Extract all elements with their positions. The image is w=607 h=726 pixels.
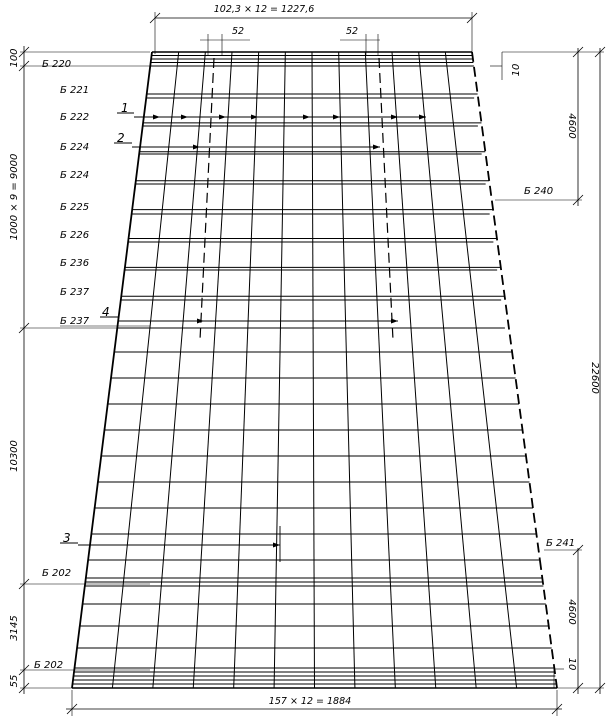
right-top-edge-dimension: 10 (511, 63, 522, 77)
arrowhead (373, 145, 380, 150)
bottom-width-dimension: 157 × 12 = 1884 (268, 696, 352, 707)
bar-label-left: Б 220 (42, 59, 72, 70)
reinforcement-grid (60, 52, 557, 688)
right-lower-span-dimension: 4600 (566, 599, 577, 625)
arrowhead (181, 115, 188, 120)
top-gap-right-dimension: 52 (345, 26, 359, 37)
lap-bar (200, 58, 214, 340)
lap-bar (379, 58, 393, 340)
bar-label-left: Б 221 (60, 85, 90, 96)
bar-label-right: Б 241 (546, 538, 576, 549)
bar-label-right: Б 240 (524, 186, 554, 197)
bar-label-left: Б 236 (60, 258, 90, 269)
bar-label-left: Б 202 (42, 568, 72, 579)
bar-label-left: Б 225 (60, 202, 90, 213)
callout-number: 1 (121, 101, 129, 115)
bar-label-left: Б 202 (34, 660, 64, 671)
bar-label-left: Б 237 (60, 287, 90, 298)
arrowhead (333, 115, 340, 120)
left-lower-span-dimension: 3145 (9, 615, 20, 641)
longitudinal-wire (419, 52, 477, 688)
callout-number: 3 (63, 531, 71, 545)
bar-label-left: Б 226 (60, 230, 90, 241)
arrowhead (251, 115, 258, 120)
bar-label-left: Б 222 (60, 112, 90, 123)
callout-number: 2 (117, 131, 125, 145)
left-upper-span-dimension: 1000 × 9 = 9000 (9, 153, 20, 241)
left-top-edge-dimension: 100 (9, 48, 20, 68)
callout-number: 4 (102, 305, 110, 319)
arrowhead (153, 115, 160, 120)
top-width-dimension: 102,3 × 12 = 1227,6 (213, 4, 315, 15)
longitudinal-wire (445, 52, 516, 688)
arrowhead (391, 319, 398, 324)
left-middle-span-dimension: 10300 (9, 440, 20, 472)
arrowhead (303, 115, 310, 120)
right-upper-span-dimension: 4600 (566, 113, 577, 139)
bar-label-left: Б 224 (60, 170, 90, 181)
longitudinal-wire (392, 52, 436, 688)
top-gap-left-dimension: 52 (231, 26, 245, 37)
bar-label-left: Б 224 (60, 142, 90, 153)
right-bottom-edge-dimension: 10 (566, 657, 577, 671)
right-total-span-dimension: 22600 (589, 362, 600, 394)
left-bottom-edge-dimension: 55 (9, 674, 20, 688)
longitudinal-wire (472, 52, 540, 560)
arrowhead (219, 115, 226, 120)
arrowhead (193, 145, 200, 150)
bar-label-left: Б 237 (60, 316, 90, 327)
